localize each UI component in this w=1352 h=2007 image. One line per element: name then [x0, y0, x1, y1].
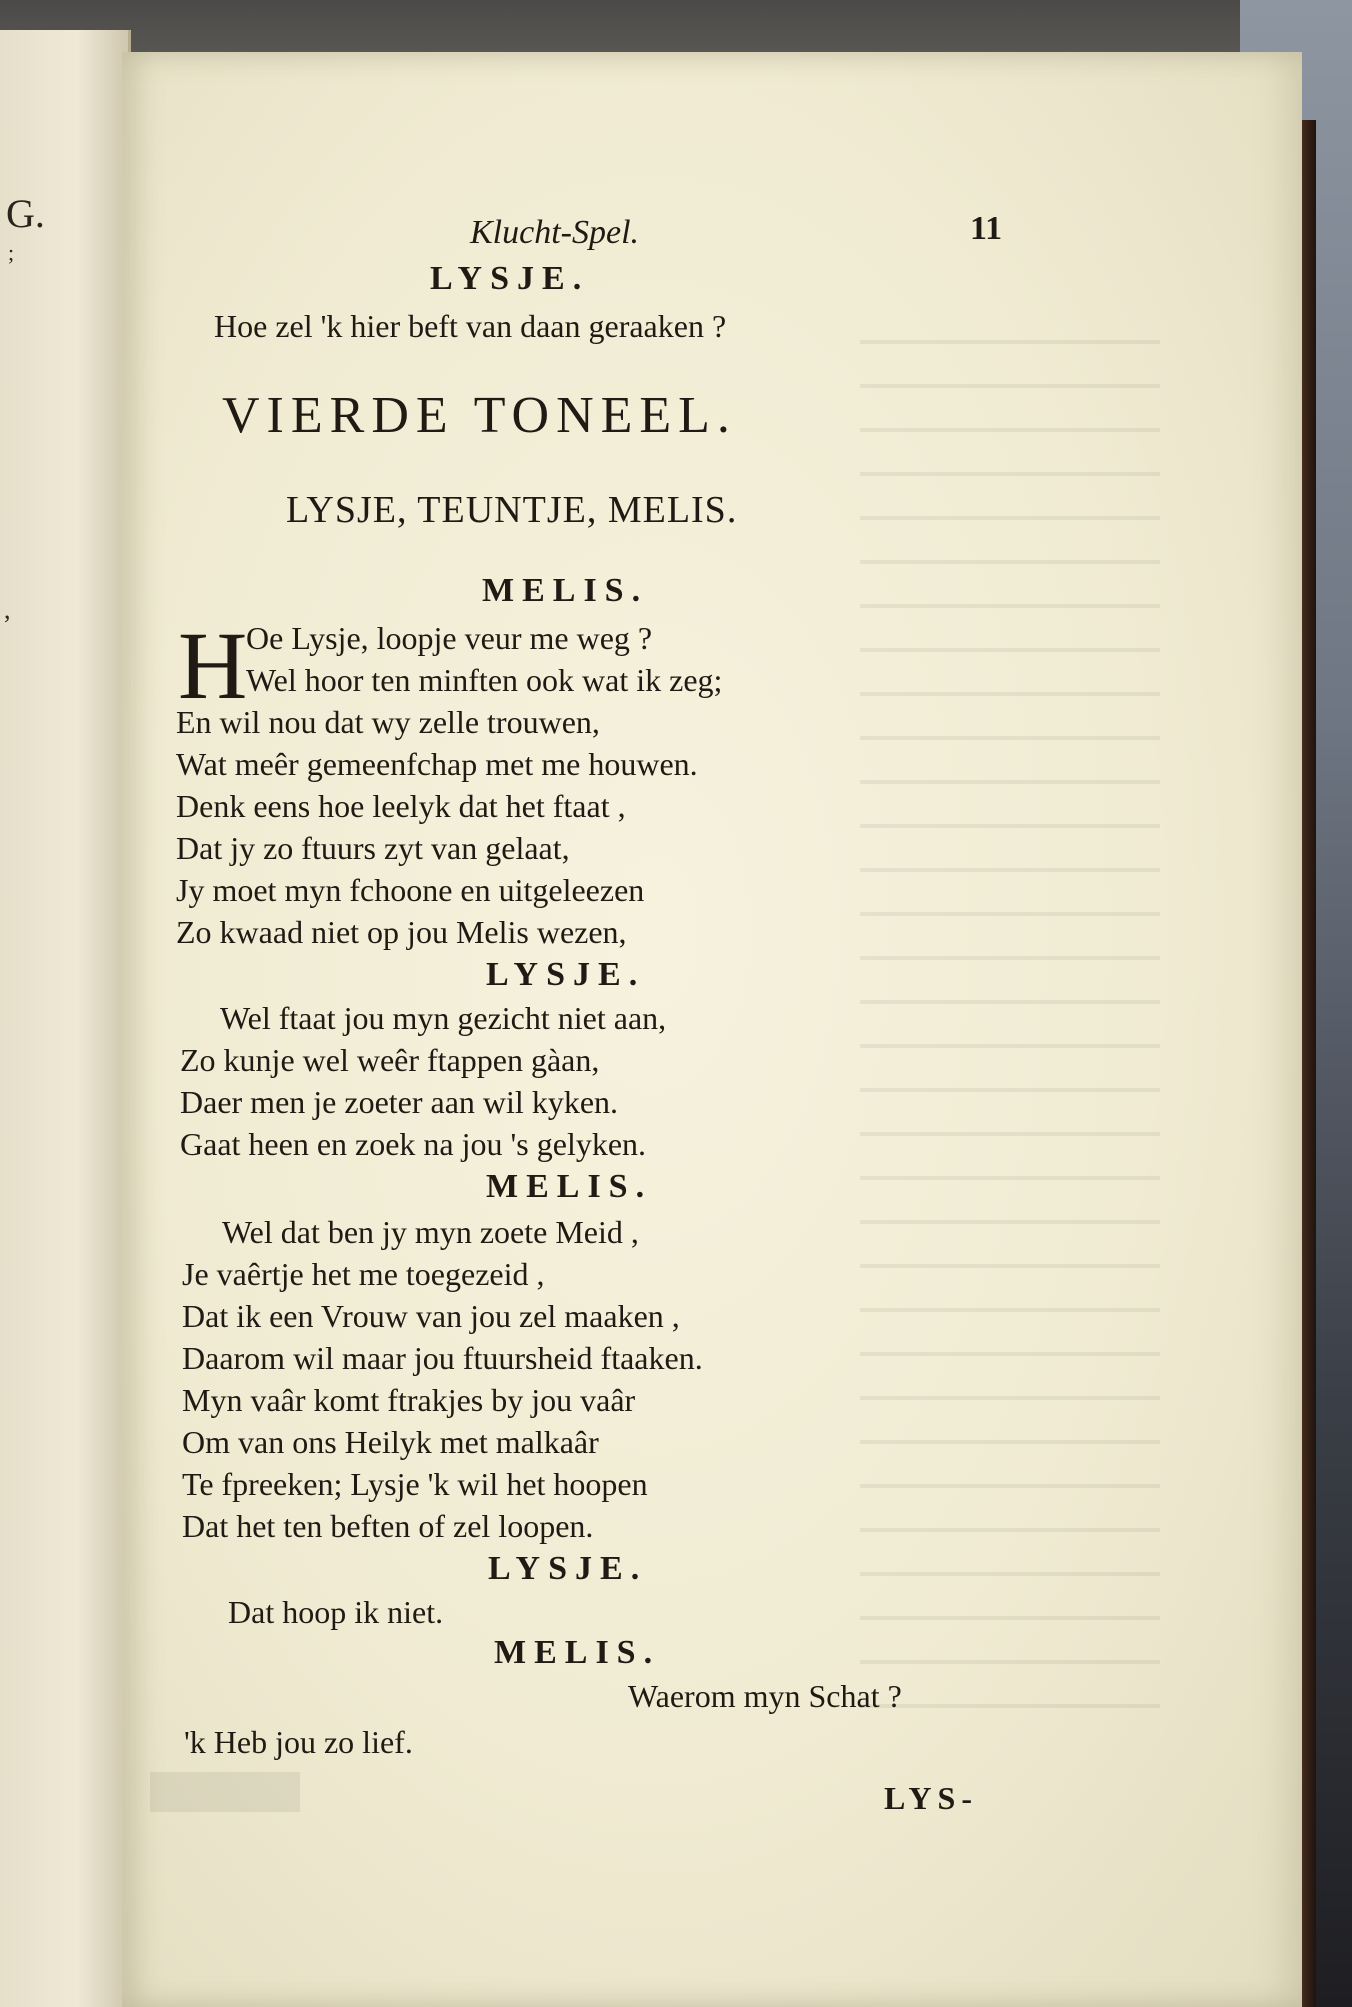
speaker-name: MELIS.	[482, 572, 649, 609]
catchword: LYS-	[884, 1780, 978, 1816]
verse-line: Zo kunje wel weêr ftappen gàan,	[180, 1042, 600, 1078]
speaker-name: MELIS.	[494, 1634, 661, 1671]
verse-line: Dat jy zo ftuurs zyt van gelaat,	[176, 830, 570, 866]
verse-line: Wat meêr gemeenfchap met me houwen.	[176, 746, 698, 782]
verse-line: Om van ons Heilyk met malkaâr	[182, 1424, 599, 1460]
drop-cap: H	[178, 612, 248, 719]
verse-line: Denk eens hoe leelyk dat het ftaat ,	[176, 788, 626, 824]
verse-line: Wel ftaat jou myn gezicht niet aan,	[220, 1000, 667, 1036]
verse-line: Je vaêrtje het me toegezeid ,	[182, 1256, 545, 1292]
verse-line: Wel dat ben jy myn zoete Meid ,	[222, 1214, 639, 1250]
verse-line: En wil nou dat wy zelle trouwen,	[176, 704, 600, 740]
running-head: Klucht-Spel.	[470, 214, 640, 251]
left-page-fragment-comma: ,	[4, 595, 11, 624]
speaker-name: LYSJE.	[488, 1550, 648, 1587]
verse-line: Daer men je zoeter aan wil kyken.	[180, 1084, 619, 1120]
speaker-name: LYSJE.	[430, 260, 590, 297]
speaker-name: MELIS.	[486, 1168, 653, 1205]
verse-line: Oe Lysje, loopje veur me weg ?	[246, 620, 653, 656]
verse-line: Gaat heen en zoek na jou 's gelyken.	[180, 1126, 647, 1162]
verse-line: Waerom myn Schat ?	[628, 1678, 902, 1714]
verse-line: Myn vaâr komt ftrakjes by jou vaâr	[182, 1382, 636, 1418]
bleed-through-texture	[860, 340, 1160, 1740]
scene-title: VIERDE TONEEL.	[222, 387, 737, 444]
verse-line: Dat het ten beften of zel loopen.	[182, 1508, 594, 1544]
verse-line: Jy moet myn fchoone en uitgeleezen	[176, 872, 645, 908]
left-facing-page	[0, 30, 131, 2007]
verse-line: Zo kwaad niet op jou Melis wezen,	[176, 914, 627, 950]
left-page-fragment-mark: ;	[8, 240, 15, 265]
verse-line: Wel hoor ten minften ook wat ik zeg;	[246, 662, 723, 698]
scene-cast: LYSJE, TEUNTJE, MELIS.	[286, 489, 738, 531]
verse-line: Te fpreeken; Lysje 'k wil het hoopen	[182, 1466, 648, 1502]
verse-line: Dat ik een Vrouw van jou zel maaken ,	[182, 1298, 680, 1334]
left-page-fragment-letter: G.	[6, 191, 45, 236]
page-number: 11	[970, 210, 1003, 247]
verse-line: Dat hoop ik niet.	[228, 1594, 444, 1630]
verse-line: Hoe zel 'k hier beft van daan geraaken ?	[214, 308, 727, 344]
verse-line: 'k Heb jou zo lief.	[184, 1724, 413, 1760]
verse-line: Daarom wil maar jou ftuursheid ftaaken.	[182, 1340, 703, 1376]
speaker-name: LYSJE.	[486, 956, 646, 993]
bleed-through-patch	[150, 1772, 300, 1812]
